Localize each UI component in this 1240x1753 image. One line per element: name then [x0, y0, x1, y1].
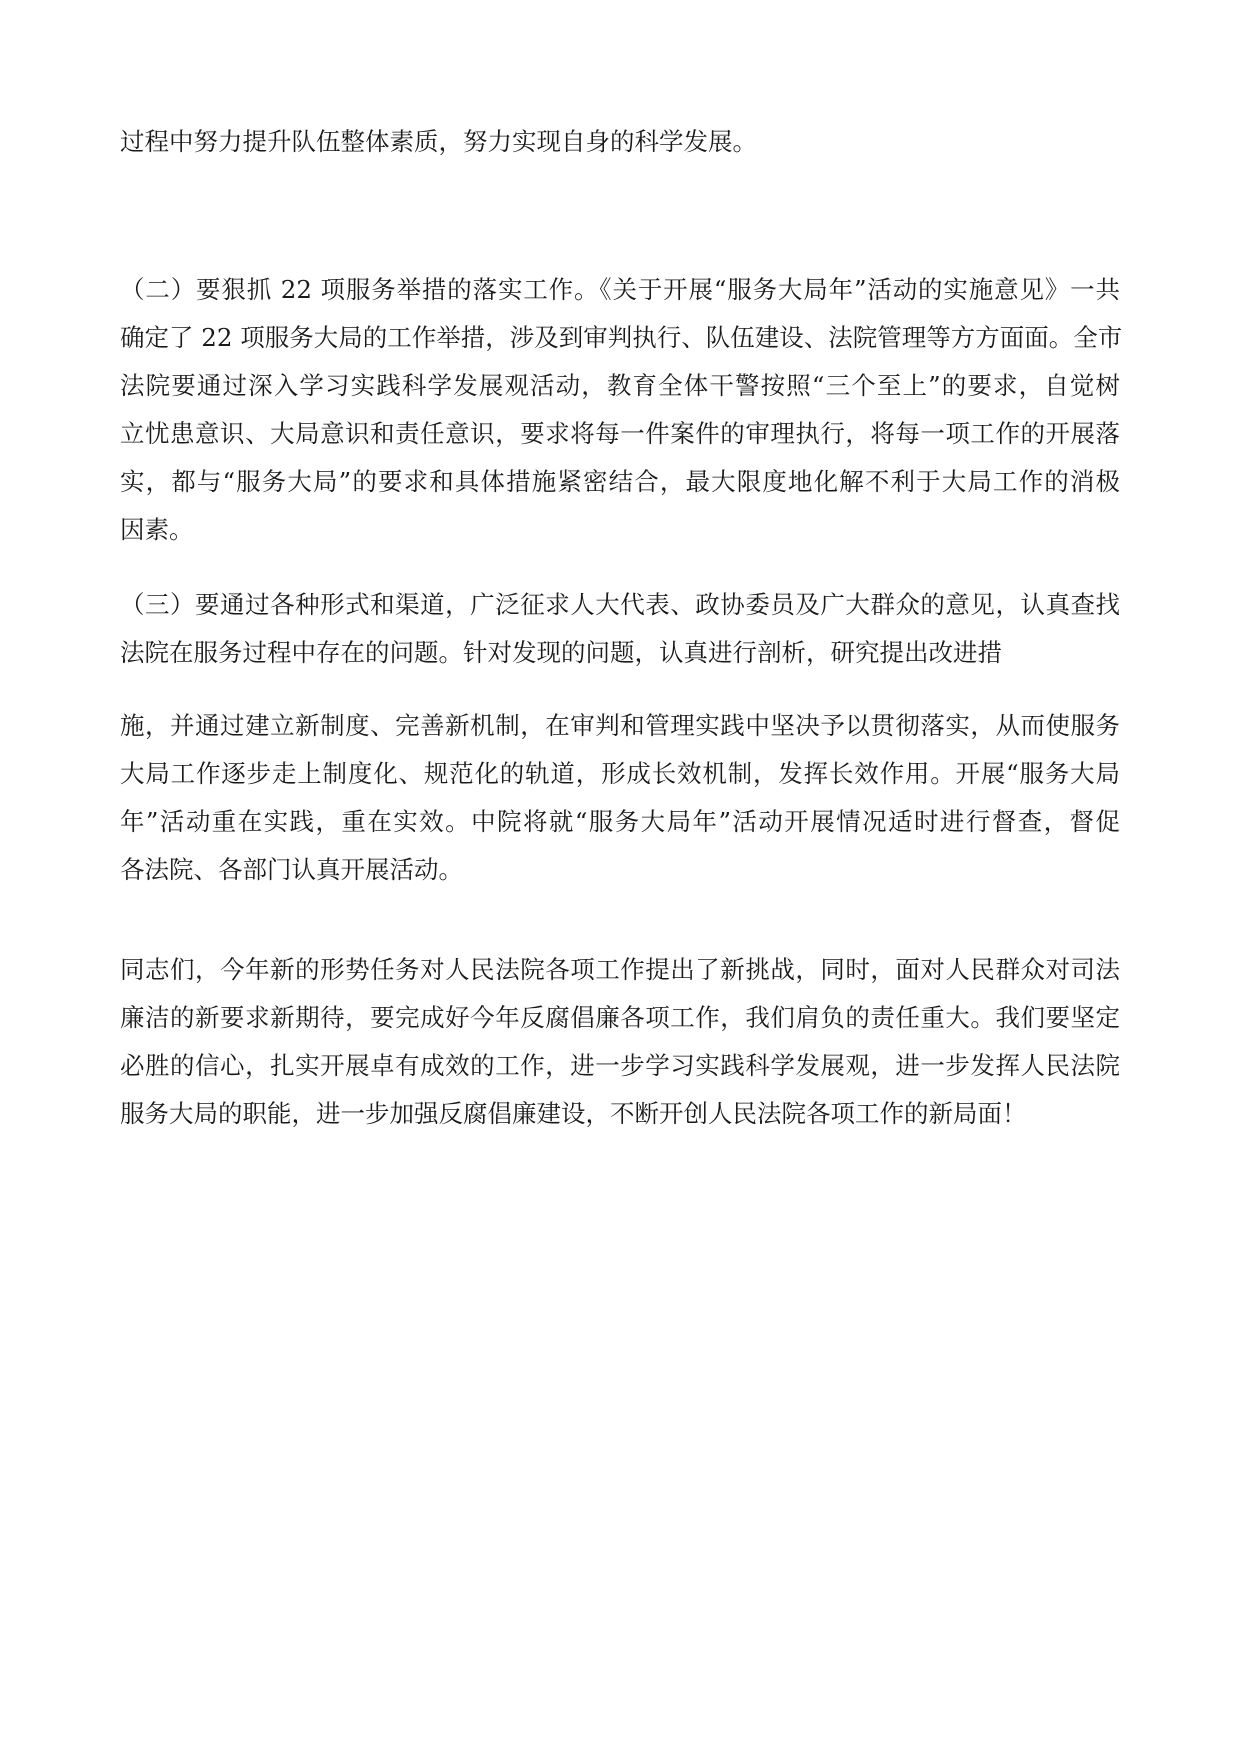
text-line: 立忧患意识、大局意识和责任意识，要求将每一件案件的审理执行，将每一项工作的开展落	[120, 419, 1120, 448]
text-line: 施，并通过建立新制度、完善新机制，在审判和管理实践中坚决予以贯彻落实，从而使服务	[120, 711, 1120, 740]
paragraph-section-three-continued	[120, 702, 1120, 894]
text-line: 实，都与“服务大局”的要求和具体措施紧密结合，最大限度地化解不利于大局工作的消极	[120, 467, 1120, 496]
paragraph-section-two	[120, 266, 1123, 554]
paragraph-continuation	[120, 118, 1120, 166]
text-line: 因素。	[120, 515, 194, 544]
text-line: （二）要狠抓 22 项服务举措的落实工作。《关于开展“服务大局年”活动的实施意见》一共	[120, 275, 1120, 304]
text-line: 法院在服务过程中存在的问题。针对发现的问题，认真进行剖析，研究提出改进措	[120, 638, 1002, 667]
text-line: 大局工作逐步走上制度化、规范化的轨道，形成长效机制，发挥长效作用。开展“服务大局	[120, 759, 1120, 788]
paragraph-closing	[120, 946, 1120, 1138]
text-line: （三）要通过各种形式和渠道，广泛征求人大代表、政协委员及广大群众的意见，认真查找	[120, 590, 1120, 619]
paragraph-section-three	[120, 581, 1120, 677]
text-line: 廉洁的新要求新期待，要完成好今年反腐倡廉各项工作，我们肩负的责任重大。我们要坚定	[120, 1003, 1120, 1032]
text-line: 必胜的信心，扎实开展卓有成效的工作，进一步学习实践科学发展观，进一步发挥人民法院	[120, 1051, 1120, 1080]
text-line: 年”活动重在实践，重在实效。中院将就“服务大局年”活动开展情况适时进行督查，督促	[120, 807, 1120, 836]
text-line: 服务大局的职能，进一步加强反腐倡廉建设，不断开创人民法院各项工作的新局面！	[120, 1099, 1027, 1128]
text-line: 法院要通过深入学习实践科学发展观活动，教育全体干警按照“三个至上”的要求，自觉树	[120, 371, 1120, 400]
text-line: 过程中努力提升队伍整体素质，努力实现自身的科学发展。	[120, 127, 757, 156]
text-line: 确定了 22 项服务大局的工作举措，涉及到审判执行、队伍建设、法院管理等方方面面。全市	[120, 323, 1123, 352]
text-line: 同志们，今年新的形势任务对人民法院各项工作提出了新挑战，同时，面对人民群众对司法	[120, 955, 1120, 984]
text-line: 各法院、各部门认真开展活动。	[120, 855, 463, 884]
